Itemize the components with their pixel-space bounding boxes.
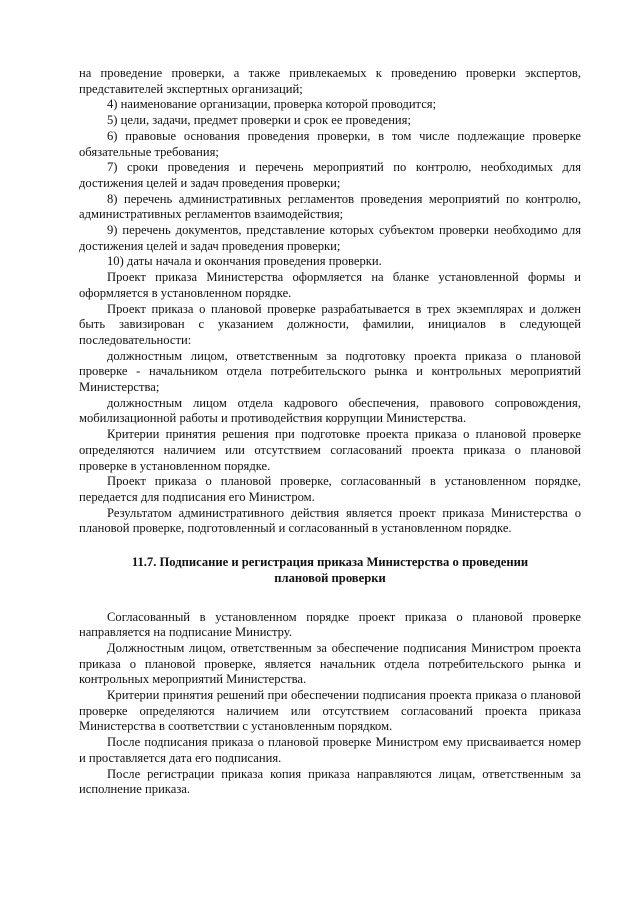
paragraph: Результатом административного действия является проект приказа Министерства о плановой проверке, подготовленный и согласованный в установленном порядке. (79, 505, 581, 536)
list-item-6: 6) правовые основания проведения проверки, в том числе подлежащие проверке обязательные требования; (79, 128, 581, 159)
bottom-section (79, 610, 581, 798)
paragraph: Критерии принятия решения при подготовке проекта приказа о плановой проверке определяются наличием или отсутствием согласований проекта приказа о плановой проверке в установленном порядке. (79, 427, 581, 473)
list-item-7: 7) сроки проведения и перечень мероприятий по контролю, необходимых для достижения целей и задач проведения проверки; (79, 160, 581, 190)
paragraph: должностным лицом, ответственным за подготовку проекта приказа о плановой проверке - начальником отдела потребительского рынка и контрольных мероприятий Министерства; (79, 348, 581, 395)
paragraph: Проект приказа о плановой проверке разрабатывается в трех экземплярах и должен быть завизирован с указанием должности, фамилии, инициалов в следующей последовательности: (79, 301, 581, 347)
top-section (79, 66, 581, 537)
paragraph: Проект приказа Министерства оформляется на бланке установленной формы и оформляется в установленном порядке. (79, 270, 581, 300)
list-item-4: 4) наименование организации, проверка которой проводится; (107, 97, 437, 112)
paragraph: Согласованный в установленном порядке проект приказа о плановой проверке направляется на подписание Министру. (79, 609, 581, 640)
section-heading: 11.7. Подписание и регистрация приказа Министерства о проведении плановой проверки (131, 555, 529, 585)
list-item-10: 10) даты начала и окончания проведения проверки. (107, 254, 382, 269)
paragraph-continuation: на проведение проверки, а также привлекаемых к проведению проверки экспертов, представителей экспертных организаций; (79, 66, 581, 96)
paragraph: Проект приказа о плановой проверке, согласованный в установленном порядке, передается для подписания его Министром. (79, 474, 581, 504)
paragraph: Должностным лицом, ответственным за обеспечение подписания Министром проекта приказа о плановой проверке, является начальник отдела потребительского рынка и контрольных мероприятий Министерства. (79, 640, 581, 687)
list-item-5: 5) цели, задачи, предмет проверки и срок ее проведения; (107, 113, 411, 128)
list-item-8: 8) перечень административных регламентов проведения мероприятий по контролю, административных регламентов взаимодействия; (79, 191, 581, 222)
paragraph: Критерии принятия решений при обеспечении подписания проекта приказа о плановой проверке определяются наличием или отсутствием согласований проекта приказа Министерства в соответствии с установленным порядком. (79, 688, 581, 734)
paragraph: должностным лицом отдела кадрового обеспечения, правового сопровождения, мобилизационной работы и противодействия коррупции Министерства. (79, 395, 581, 426)
list-item-9: 9) перечень документов, представление которых субъектом проверки необходимо для достижения целей и задач проведения проверки; (79, 223, 581, 253)
paragraph: После регистрации приказа копия приказа направляются лицам, ответственным за исполнение приказа. (79, 766, 581, 797)
paragraph: После подписания приказа о плановой проверке Министром ему присваивается номер и проставляется дата его подписания. (79, 735, 581, 765)
